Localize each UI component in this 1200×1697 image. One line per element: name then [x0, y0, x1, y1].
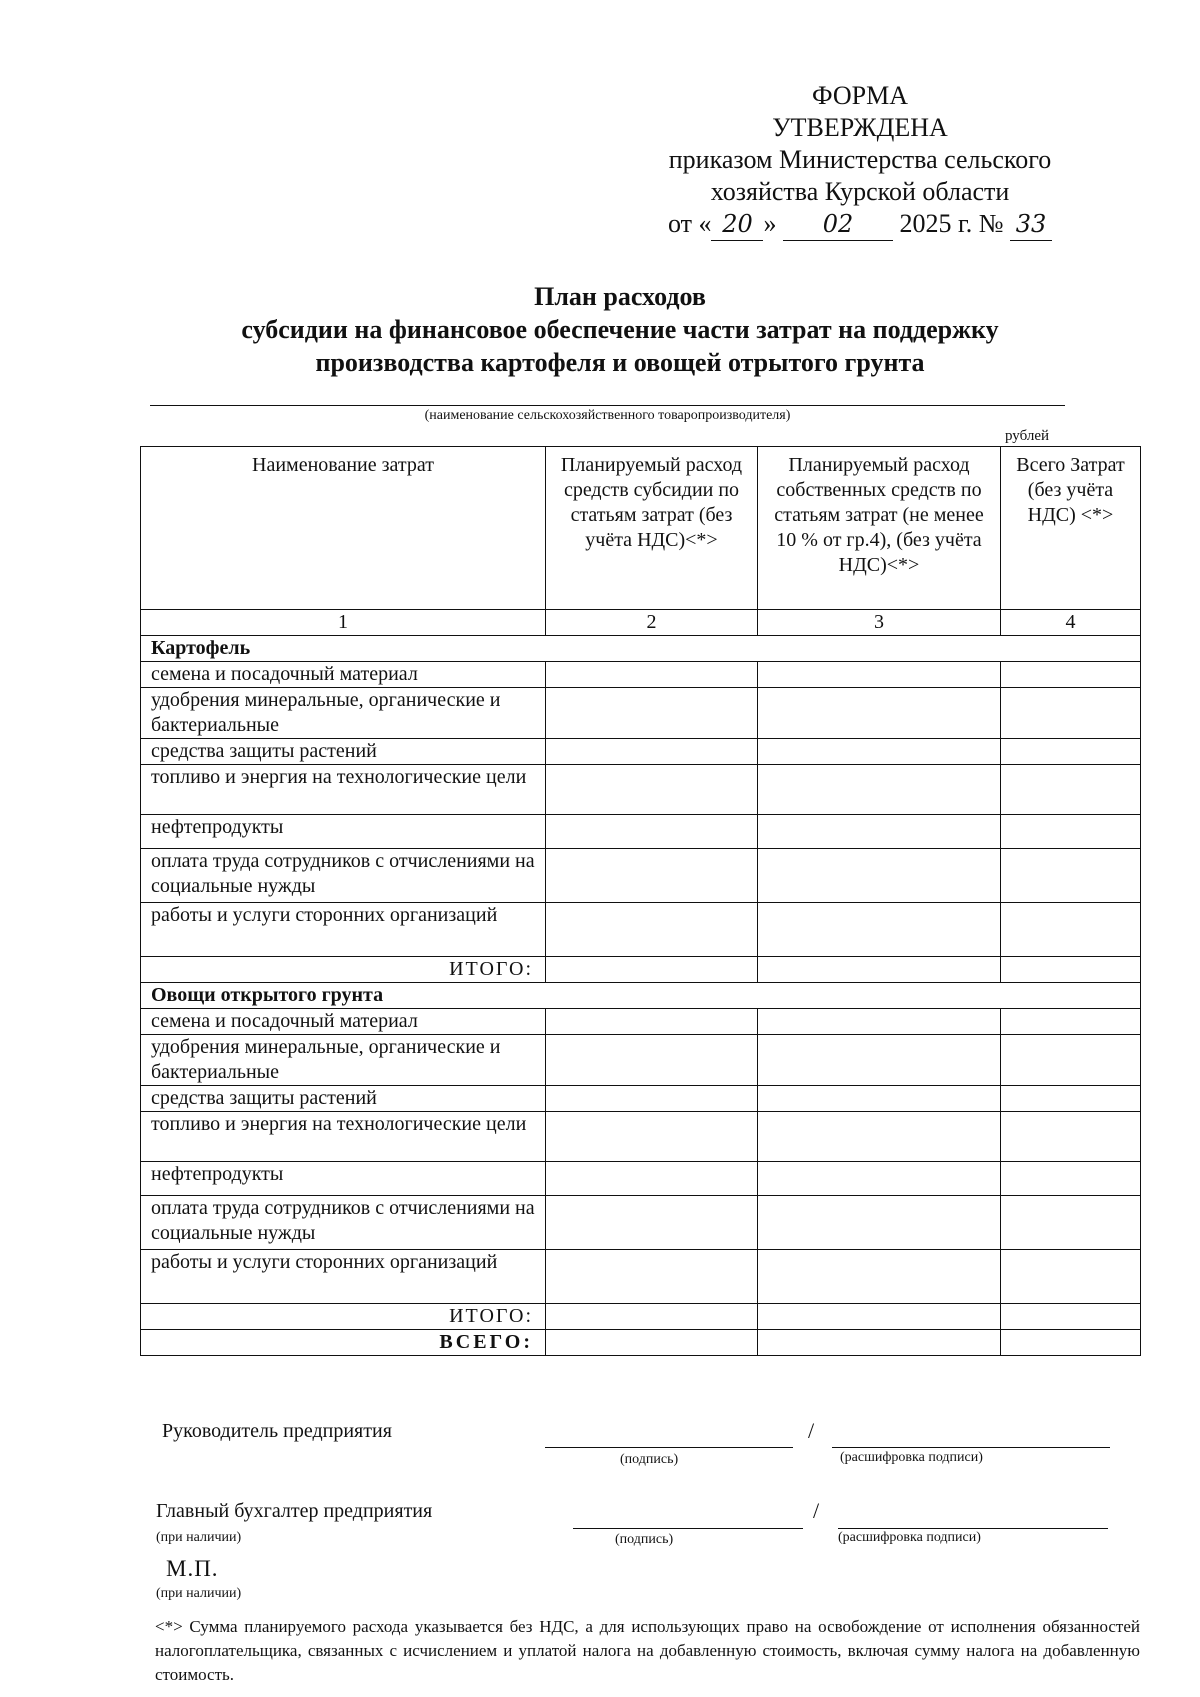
stamp-label: М.П. — [166, 1556, 219, 1581]
director-decode-caption: (расшифровка подписи) — [840, 1450, 983, 1465]
subtotal-label: ИТОГО: — [141, 957, 546, 983]
cell-own[interactable] — [758, 903, 1001, 957]
row-label: работы и услуги сторонних организаций — [141, 903, 546, 957]
table-row — [141, 815, 1141, 849]
cell-subsidy[interactable] — [546, 662, 758, 688]
accountant-signature-line[interactable] — [573, 1528, 803, 1529]
producer-caption: (наименование сельскохозяйственного товаропроизводителя) — [424, 408, 791, 423]
subtotal-row-potato — [141, 957, 1141, 983]
cell-own[interactable] — [758, 739, 1001, 765]
cell-subsidy[interactable] — [546, 849, 758, 903]
cell-total[interactable] — [1001, 688, 1141, 739]
table-row — [141, 765, 1141, 815]
approval-approved-label: УТВЕРЖДЕНА — [772, 113, 948, 142]
cell-own[interactable] — [758, 1035, 1001, 1086]
producer-name-line[interactable] — [150, 405, 1065, 406]
section-header-vegetables — [141, 983, 1141, 1009]
row-label: работы и услуги сторонних организаций — [141, 1250, 546, 1304]
cell-subsidy[interactable] — [546, 739, 758, 765]
column-number: 1 — [141, 610, 546, 636]
cell-total[interactable] — [1001, 1112, 1141, 1162]
section-title: Овощи открытого грунта — [141, 983, 1141, 1009]
column-number: 4 — [1001, 610, 1141, 636]
accountant-decode-caption: (расшифровка подписи) — [838, 1530, 981, 1545]
cell-total[interactable] — [1001, 1196, 1141, 1250]
section-title: Картофель — [141, 636, 1141, 662]
cell-subsidy[interactable] — [546, 765, 758, 815]
director-label: Руководитель предприятия — [162, 1420, 392, 1442]
cell-own[interactable] — [758, 765, 1001, 815]
handwritten-day: 20 — [711, 208, 763, 241]
table-row — [141, 688, 1141, 739]
table-header-row — [141, 447, 1141, 610]
cell-total[interactable] — [1001, 662, 1141, 688]
cell-own[interactable] — [758, 957, 1001, 983]
director-signature-line[interactable] — [545, 1447, 793, 1448]
approval-ministry-line: хозяйства Курской области — [710, 177, 1010, 206]
title-line-3: производства картофеля и овощей отрытого грунта — [315, 348, 925, 377]
stamp-note: (при наличии) — [156, 1586, 242, 1601]
row-label: оплата труда сотрудников с отчислениями на социальные нужды — [141, 1196, 546, 1250]
director-separator: / — [808, 1418, 815, 1443]
row-label: средства защиты растений — [141, 1086, 546, 1112]
cell-own[interactable] — [758, 1330, 1001, 1356]
cell-subsidy[interactable] — [546, 1196, 758, 1250]
document-title — [140, 280, 1100, 379]
director-decode-line[interactable] — [832, 1447, 1110, 1448]
row-label: нефтепродукты — [141, 815, 546, 849]
cell-total[interactable] — [1001, 849, 1141, 903]
header-subsidy: Планируемый расход средств субсидии по статьям затрат (без учёта НДС)<*> — [546, 447, 758, 610]
title-line-2: субсидии на финансовое обеспечение части затрат на поддержку — [241, 315, 999, 344]
accountant-if-any: (при наличии) — [156, 1530, 242, 1545]
table-row — [141, 1009, 1141, 1035]
cell-own[interactable] — [758, 1304, 1001, 1330]
column-number-row — [141, 610, 1141, 636]
cell-subsidy[interactable] — [546, 1162, 758, 1196]
section-header-potato — [141, 636, 1141, 662]
cell-own[interactable] — [758, 1250, 1001, 1304]
cell-subsidy[interactable] — [546, 903, 758, 957]
cell-subsidy[interactable] — [546, 1112, 758, 1162]
cell-own[interactable] — [758, 1009, 1001, 1035]
cell-total[interactable] — [1001, 957, 1141, 983]
header-total: Всего Затрат (без учёта НДС) <*> — [1001, 447, 1141, 610]
cell-own[interactable] — [758, 849, 1001, 903]
cell-subsidy[interactable] — [546, 815, 758, 849]
approval-date-line — [600, 208, 1120, 241]
cell-total[interactable] — [1001, 765, 1141, 815]
header-own-funds: Планируемый расход собственных средств по статьям затрат (не менее 10 % от гр.4), (без учёта НДС)<*> — [758, 447, 1001, 610]
row-label: нефтепродукты — [141, 1162, 546, 1196]
year-text: 2025 г. № — [899, 209, 1004, 238]
subtotal-label: ИТОГО: — [141, 1304, 546, 1330]
cell-subsidy[interactable] — [546, 1250, 758, 1304]
table-row — [141, 1035, 1141, 1086]
table-row — [141, 1250, 1141, 1304]
cell-subsidy[interactable] — [546, 1330, 758, 1356]
table-row — [141, 1086, 1141, 1112]
row-label: топливо и энергия на технологические цели — [141, 765, 546, 815]
cell-total[interactable] — [1001, 1250, 1141, 1304]
approval-form-label: ФОРМА — [812, 81, 908, 110]
row-label: оплата труда сотрудников с отчислениями на социальные нужды — [141, 849, 546, 903]
footnote: <*> Сумма планируемого расхода указывается без НДС, а для использующих право на освобождение от исполнения обязанностей налогоплательщика, связанных с исчислением и уплатой налога на добавленную стоимость, включая сумму налога на добавленную стоимость. — [155, 1617, 1140, 1684]
cell-own[interactable] — [758, 688, 1001, 739]
cell-own[interactable] — [758, 1112, 1001, 1162]
row-label: удобрения минеральные, органические и бактериальные — [141, 1035, 546, 1086]
cell-subsidy[interactable] — [546, 957, 758, 983]
column-number: 2 — [546, 610, 758, 636]
cell-total[interactable] — [1001, 1086, 1141, 1112]
cell-total[interactable] — [1001, 815, 1141, 849]
row-label: удобрения минеральные, органические и бактериальные — [141, 688, 546, 739]
accountant-separator: / — [813, 1498, 820, 1523]
accountant-decode-line[interactable] — [838, 1528, 1108, 1529]
handwritten-order-number: 33 — [1010, 208, 1052, 241]
cell-subsidy[interactable] — [546, 1086, 758, 1112]
table-row — [141, 662, 1141, 688]
accountant-signature-caption: (подпись) — [615, 1532, 674, 1547]
director-signature-caption: (подпись) — [620, 1452, 679, 1467]
expense-plan-table — [140, 446, 1141, 1356]
cell-own[interactable] — [758, 815, 1001, 849]
subtotal-row-vegetables — [141, 1304, 1141, 1330]
table-row — [141, 739, 1141, 765]
cell-own[interactable] — [758, 662, 1001, 688]
table-row — [141, 1196, 1141, 1250]
cell-total[interactable] — [1001, 1304, 1141, 1330]
table-row — [141, 849, 1141, 903]
cell-subsidy[interactable] — [546, 1304, 758, 1330]
grand-total-row — [141, 1330, 1141, 1356]
cell-subsidy[interactable] — [546, 1035, 758, 1086]
cell-own[interactable] — [758, 1086, 1001, 1112]
approval-order-line: приказом Министерства сельского — [668, 145, 1052, 174]
cell-own[interactable] — [758, 1196, 1001, 1250]
row-label: семена и посадочный материал — [141, 662, 546, 688]
unit-label: рублей — [1005, 428, 1050, 444]
table-row — [141, 1112, 1141, 1162]
cell-total[interactable] — [1001, 903, 1141, 957]
table-row — [141, 903, 1141, 957]
date-prefix: от « — [667, 209, 712, 238]
accountant-label: Главный бухгалтер предприятия — [156, 1500, 433, 1522]
cell-total[interactable] — [1001, 1330, 1141, 1356]
header-cost-name: Наименование затрат — [141, 447, 546, 610]
column-number: 3 — [758, 610, 1001, 636]
cell-total[interactable] — [1001, 1162, 1141, 1196]
handwritten-month: 02 — [783, 208, 893, 241]
cell-total[interactable] — [1001, 1009, 1141, 1035]
date-mid: » — [763, 209, 777, 238]
cell-total[interactable] — [1001, 739, 1141, 765]
cell-total[interactable] — [1001, 1035, 1141, 1086]
grand-total-label: ВСЕГО: — [141, 1330, 546, 1356]
cell-own[interactable] — [758, 1162, 1001, 1196]
cell-subsidy[interactable] — [546, 1009, 758, 1035]
row-label: средства защиты растений — [141, 739, 546, 765]
table-row — [141, 1162, 1141, 1196]
row-label: семена и посадочный материал — [141, 1009, 546, 1035]
cell-subsidy[interactable] — [546, 688, 758, 739]
approval-block — [600, 80, 1120, 241]
row-label: топливо и энергия на технологические цели — [141, 1112, 546, 1162]
title-line-1: План расходов — [534, 282, 706, 311]
